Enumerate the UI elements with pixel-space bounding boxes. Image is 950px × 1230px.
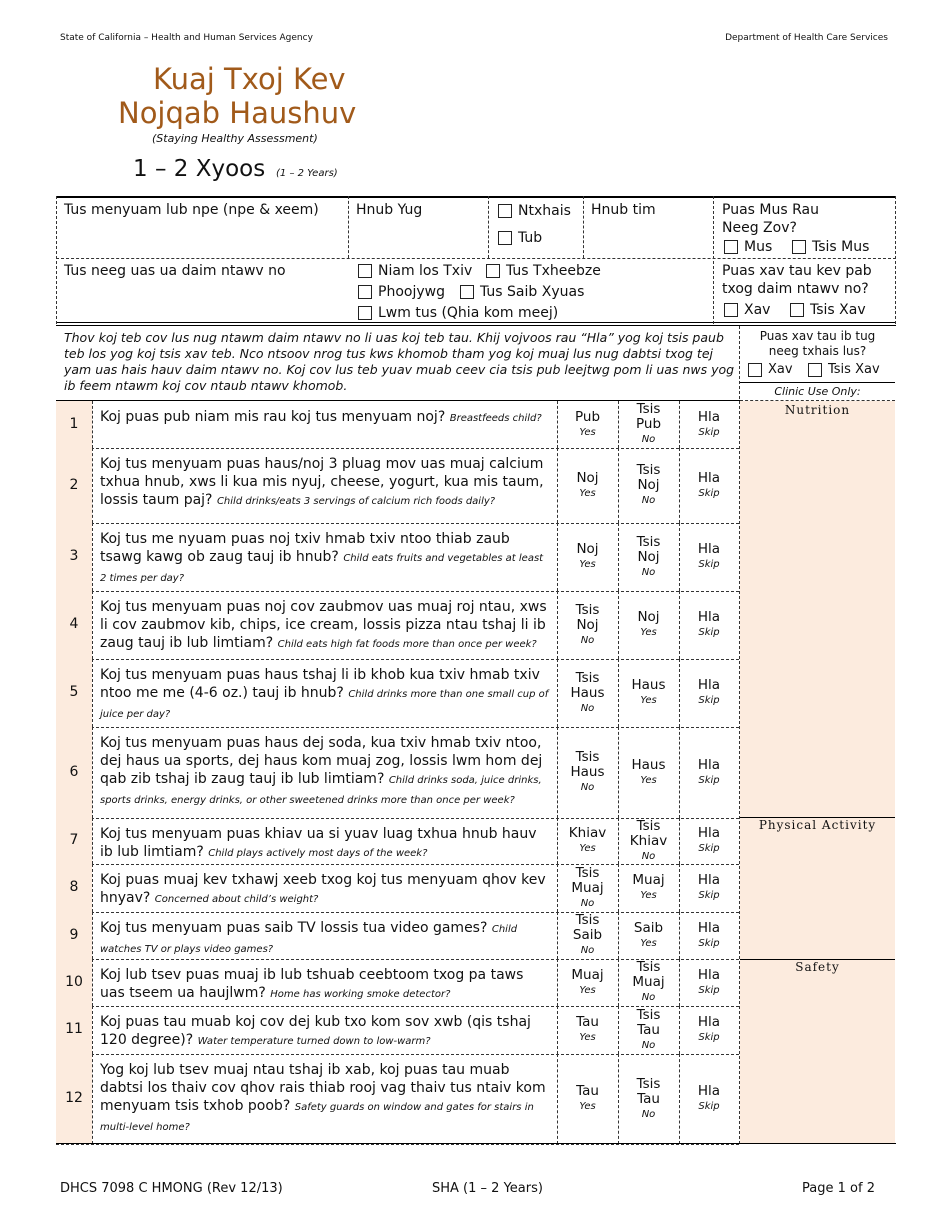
column-divider: [679, 523, 680, 591]
question-text: Koj tus menyuam puas noj cov zaubmov uas muaj roj ntau, xws li cov zaubmov kib, chips, ice cream, lossis pizza ntau tshaj li ib zaug tauj ib lub limtiam?: [100, 599, 547, 651]
answer-label-english: Skip: [698, 774, 720, 786]
clinic-use-column: [740, 401, 895, 1144]
answer-label-english: No: [641, 992, 656, 1003]
answer-label: Hla: [697, 872, 721, 888]
column-divider: [557, 1054, 558, 1144]
question-text-cell: [100, 666, 551, 724]
answer-label: Hla: [697, 1014, 721, 1030]
answer-label: Hla: [697, 1083, 721, 1099]
childcare-no-label: Tsis Mus: [812, 239, 870, 255]
gender-male-label: Tub: [518, 230, 543, 246]
answer-option-1[interactable]: [557, 448, 618, 523]
info-right-border: [895, 196, 896, 324]
answer-label-english: Yes: [640, 695, 657, 706]
answer-label: Noj: [576, 541, 599, 557]
instructions-text: Thov koj teb cov lus nug ntawm daim ntawv no li uas koj teb tau. Khij vojvoos rau “Hla” yog koj tsis paub teb los yog koj tsis xav teb. Nco ntsoov nrog tus kws khomob tham yog koj muaj lus nug dabtsi txog tej yam uas hais hauv daim ntawv no. Koj cov lus teb yuav muab ceev cia tsis pub leejtwg pom li uas nws yog ib feem ntawm koj cov ntaub ntawv khomob.: [64, 330, 735, 393]
answer-label: Hla: [697, 541, 721, 557]
answer-option-1[interactable]: [557, 912, 618, 959]
answer-label: Hla: [697, 408, 721, 425]
answer-label-english: Skip: [698, 627, 720, 638]
column-divider: [618, 1006, 619, 1054]
answer-label: Hla: [697, 677, 721, 693]
answer-option-2[interactable]: [618, 864, 679, 912]
answer-option-3[interactable]: [679, 727, 739, 818]
clinic-physical-label: Physical Activity: [758, 818, 877, 832]
help-yes-checkbox[interactable]: [724, 303, 738, 317]
column-divider: [618, 727, 619, 818]
answer-label: Haus: [631, 756, 666, 773]
col-divider-4: [713, 196, 714, 324]
answer-label: Noj: [576, 469, 599, 486]
question-text-english: Concerned about child’s weight?: [154, 894, 319, 905]
footer-center: SHA (1 – 2 Years): [432, 1181, 543, 1196]
question-table-top-border: [56, 400, 740, 401]
column-divider: [92, 727, 93, 818]
question-number: 5: [69, 684, 79, 700]
answer-option-3[interactable]: [679, 864, 739, 912]
question-text: Yog koj lub tsev muaj ntau tshaj ib xab, koj puas tau muab dabtsi los thaiv cov qhov rais thiab rooj vag thaiv tus ntaiv kom menyuam tsis txhob poob?: [100, 1062, 546, 1114]
question-text-cell: [100, 408, 551, 428]
answer-option-2[interactable]: [618, 401, 679, 448]
filler-other-label: Lwm tus (Qhia kom meej): [378, 305, 559, 321]
answer-label: Muaj: [632, 872, 665, 888]
help-no-checkbox[interactable]: [790, 303, 804, 317]
info-bottom-border: [56, 322, 896, 323]
answer-label-english: Skip: [698, 1101, 720, 1112]
column-divider: [92, 591, 93, 659]
answer-label-english: No: [641, 566, 656, 578]
column-divider: [679, 401, 680, 448]
question-text-cell: [100, 966, 551, 1004]
answer-option-3[interactable]: [679, 1006, 739, 1054]
column-divider: [618, 1054, 619, 1144]
question-text-cell: [100, 598, 551, 654]
filler-label: Tus neeg uas ua daim ntawv no: [64, 263, 286, 279]
answer-label-english: Yes: [579, 487, 596, 499]
col-divider-2: [488, 196, 489, 258]
question-number: 1: [69, 416, 79, 432]
answer-label: Tsis Muaj: [632, 959, 665, 990]
info-bottom-border-2: [56, 325, 896, 326]
column-divider: [557, 659, 558, 727]
answer-label: Tsis Tau: [636, 1006, 661, 1038]
answer-label-english: Skip: [698, 426, 720, 438]
help-question-1: Puas xav tau kev pab: [722, 263, 872, 279]
answer-option-1[interactable]: [557, 727, 618, 818]
column-divider: [618, 959, 619, 1006]
title-line-2: Nojqab Haushuv: [118, 96, 357, 130]
answer-label-english: Yes: [579, 843, 596, 854]
help-question-2: txog daim ntawv no?: [722, 281, 869, 297]
answer-label-english: Yes: [579, 559, 596, 570]
answer-label: Hla: [697, 966, 721, 983]
question-text-english: Child eats high fat foods more than once per week?: [277, 639, 537, 650]
gender-female-checkbox[interactable]: [498, 204, 512, 218]
filler-guardian-checkbox[interactable]: [460, 285, 474, 299]
question-text: Koj tus menyuam puas haus/noj 3 pluag mov uas muaj calcium txhua hnub, xws li kua mis nyuj, cheese, yogurt, kua mis taum, lossis taum paj?: [100, 456, 544, 508]
question-text: Koj lub tsev puas muaj ib lub tshuab ceebtoom txog pa taws uas tseem ua haujlwm?: [100, 967, 524, 1001]
column-divider: [557, 818, 558, 864]
interpreter-yes-label: Xav: [768, 362, 793, 377]
answer-label-english: Skip: [698, 695, 720, 706]
answer-option-2[interactable]: [618, 912, 679, 959]
answer-label: Pub: [574, 408, 601, 425]
filler-friend-checkbox[interactable]: [358, 285, 372, 299]
question-text-english: Child eats fruits and vegetables at least 2 times per day?: [100, 553, 544, 584]
column-divider: [557, 401, 558, 448]
answer-option-3[interactable]: [679, 818, 739, 864]
answer-label: Hla: [697, 756, 721, 773]
question-number: 12: [65, 1090, 83, 1106]
answer-option-1[interactable]: [557, 959, 618, 1006]
info-left-border: [56, 196, 57, 324]
column-divider: [92, 864, 93, 912]
answer-option-2[interactable]: [618, 818, 679, 864]
question-text-english: Water temperature turned down to low-warm?: [197, 1036, 431, 1047]
answer-label: Muaj: [571, 966, 604, 983]
question-text-cell: [100, 871, 551, 909]
dob-field[interactable]: [356, 220, 484, 250]
child-name-field[interactable]: [64, 220, 344, 250]
column-divider: [618, 523, 619, 591]
column-divider: [679, 1006, 680, 1054]
question-number: 9: [69, 927, 79, 943]
footer-form-id: DHCS 7098 C HMONG (Rev 12/13): [60, 1181, 283, 1196]
question-number: 10: [65, 974, 83, 990]
answer-option-2[interactable]: [618, 959, 679, 1006]
question-text-cell: [100, 455, 551, 511]
column-divider: [679, 1054, 680, 1144]
column-divider: [679, 864, 680, 912]
question-text-english: Breastfeeds child?: [449, 413, 542, 424]
answer-label-english: Yes: [579, 1032, 596, 1043]
column-divider: [618, 818, 619, 864]
filler-parent-checkbox[interactable]: [358, 264, 372, 278]
answer-label: Tsis Saib: [572, 912, 603, 943]
department-label: Department of Health Care Services: [725, 33, 888, 43]
question-text-cell: [100, 734, 551, 810]
question-text-english: Child drinks more than one small cup of juice per day?: [100, 689, 549, 720]
column-divider: [92, 818, 93, 864]
answer-label: Saib: [633, 919, 664, 936]
column-divider: [92, 1054, 93, 1144]
answer-label: Tsis Noj: [636, 462, 661, 493]
answer-label-english: Yes: [579, 984, 596, 996]
clinic-safety-label: Safety: [795, 960, 840, 974]
column-divider: [679, 727, 680, 818]
question-text-cell: [100, 1061, 551, 1137]
answer-label: Tsis Tau: [636, 1075, 661, 1107]
answer-label: Tsis Noj: [636, 533, 661, 565]
answer-label-english: No: [641, 850, 656, 862]
column-divider: [679, 818, 680, 864]
answer-label-english: No: [641, 495, 656, 506]
answer-option-2[interactable]: [618, 591, 679, 659]
answer-label-english: Skip: [698, 559, 720, 570]
answer-option-3[interactable]: [679, 401, 739, 448]
interpreter-question-1: Puas xav tau ib tug: [759, 329, 876, 343]
answer-option-1[interactable]: [557, 1054, 618, 1144]
answer-option-1[interactable]: [557, 523, 618, 591]
question-number: 7: [69, 832, 79, 848]
answer-option-2[interactable]: [618, 1006, 679, 1054]
answer-label: Tau: [576, 1083, 599, 1099]
answer-label-english: Skip: [698, 487, 720, 499]
answer-label-english: No: [580, 782, 595, 793]
answer-label-english: Skip: [698, 890, 720, 901]
gender-female-label: Ntxhais: [518, 203, 571, 219]
filler-relative-checkbox[interactable]: [486, 264, 500, 278]
answer-label: Tsis Haus: [570, 749, 605, 780]
question-text-cell: [100, 1013, 551, 1051]
column-divider: [618, 448, 619, 523]
answer-label: Tsis Haus: [570, 669, 605, 701]
question-text-english: Home has working smoke detector?: [270, 989, 451, 1000]
answer-option-2[interactable]: [618, 1054, 679, 1144]
answer-label-english: Yes: [579, 426, 596, 438]
filler-parent-label: Niam los Txiv: [378, 263, 473, 279]
answer-label: Hla: [697, 825, 721, 841]
answer-label-english: No: [641, 1108, 656, 1120]
answer-label-english: No: [641, 434, 656, 445]
answer-option-2[interactable]: [618, 727, 679, 818]
gender-male-checkbox[interactable]: [498, 231, 512, 245]
answer-label: Tsis Khiav: [629, 817, 668, 849]
childcare-question-2: Neeg Zov?: [722, 220, 797, 236]
column-divider: [557, 523, 558, 591]
row-divider: [56, 258, 896, 259]
age-label: 1 – 2 Xyoos: [133, 156, 266, 182]
question-text: Koj tus menyuam puas haus dej soda, kua txiv hmab txiv ntoo, dej haus ua sports, dej haus kom muaj zog, lossis lwm hom dej qab zib tshaj ib zaug tauj ib lub limtiam?: [100, 735, 543, 787]
answer-label-english: Yes: [640, 774, 657, 786]
answer-label-english: No: [580, 702, 595, 714]
answer-label-english: Skip: [698, 984, 720, 996]
column-divider: [679, 959, 680, 1006]
answer-option-1[interactable]: [557, 591, 618, 659]
answer-label-english: No: [641, 1039, 656, 1051]
answer-label: Tau: [576, 1014, 599, 1030]
interpreter-yes-checkbox[interactable]: [748, 363, 762, 377]
today-label: Hnub tim: [591, 202, 656, 218]
filler-relative-label: Tus Txheebze: [506, 263, 601, 279]
answer-option-3[interactable]: [679, 659, 739, 727]
question-text-english: Child watches TV or plays video games?: [100, 924, 518, 955]
column-divider: [557, 912, 558, 959]
question-text-cell: [100, 919, 551, 959]
answer-label-english: Yes: [640, 937, 657, 949]
answer-label-english: Yes: [579, 1101, 596, 1112]
question-number: 3: [69, 548, 79, 564]
answer-label-english: No: [580, 897, 595, 909]
column-divider: [92, 448, 93, 523]
footer-page: Page 1 of 2: [802, 1181, 875, 1196]
question-text-english: Child drinks/eats 3 servings of calcium rich foods daily?: [216, 496, 496, 507]
column-divider: [557, 727, 558, 818]
answer-option-3[interactable]: [679, 523, 739, 591]
dob-label: Hnub Yug: [356, 202, 423, 218]
clinic-use-label: Clinic Use Only:: [774, 385, 861, 398]
question-text-english: Child drinks soda, juice drinks, sports drinks, energy drinks, or other sweetened drinks more than once per week?: [100, 775, 542, 806]
interpreter-question-2: neeg txhais lus?: [768, 344, 867, 358]
column-divider: [679, 912, 680, 959]
question-text-cell: [100, 825, 551, 863]
question-text: Koj tus menyuam puas haus tshaj li ib khob kua txiv hmab txiv ntoo me me (4-6 oz.) tauj ib hnub?: [100, 667, 540, 701]
answer-label-english: No: [580, 634, 595, 646]
question-text-cell: [100, 530, 551, 588]
answer-option-1[interactable]: [557, 401, 618, 448]
filler-other-checkbox[interactable]: [358, 306, 372, 320]
column-divider: [92, 659, 93, 727]
answer-option-1[interactable]: [557, 818, 618, 864]
column-divider: [618, 591, 619, 659]
answer-label: Tsis Pub: [635, 401, 662, 432]
answer-option-1[interactable]: [557, 1006, 618, 1054]
question-text-english: Child plays actively most days of the week?: [208, 848, 428, 859]
answer-label: Haus: [631, 677, 666, 693]
col-divider-3: [583, 196, 584, 258]
answer-label-english: Skip: [698, 937, 720, 949]
answer-option-1[interactable]: [557, 864, 618, 912]
clinic-nutrition-label: Nutrition: [784, 403, 851, 417]
childcare-question-1: Puas Mus Rau: [722, 202, 819, 218]
answer-option-3[interactable]: [679, 912, 739, 959]
question-text: Koj tus menyuam puas khiav ua si yuav luag txhua hnub hauv ib lub limtiam?: [100, 826, 537, 860]
childcare-no-checkbox[interactable]: [792, 240, 806, 254]
question-number: 6: [69, 764, 79, 780]
column-divider: [92, 912, 93, 959]
column-divider: [92, 523, 93, 591]
title-subtitle: (Staying Healthy Assessment): [152, 132, 318, 145]
child-name-label: Tus menyuam lub npe (npe & xeem): [64, 202, 319, 218]
question-text: Koj puas muaj kev txhawj xeeb txog koj tus menyuam qhov kev hnyav?: [100, 872, 546, 906]
childcare-yes-label: Mus: [744, 239, 773, 255]
column-divider: [92, 401, 93, 448]
column-divider: [679, 591, 680, 659]
answer-label: Hla: [697, 609, 721, 625]
column-divider: [618, 912, 619, 959]
answer-label-english: Skip: [698, 843, 720, 854]
column-divider: [557, 448, 558, 523]
question-text: Koj puas tau muab koj cov dej kub txo kom sov xwb (qis tshaj 120 degree)?: [100, 1014, 531, 1048]
answer-label: Khiav: [568, 825, 607, 841]
interpreter-no-label: Tsis Xav: [828, 362, 880, 377]
question-number: 4: [69, 616, 79, 632]
age-sub-label: (1 – 2 Years): [276, 168, 338, 179]
childcare-yes-checkbox[interactable]: [724, 240, 738, 254]
answer-label: Tsis Noj: [575, 601, 600, 633]
answer-label-english: Yes: [640, 627, 657, 638]
filler-friend-label: Phoojywg: [378, 284, 445, 300]
column-divider: [557, 591, 558, 659]
answer-option-3[interactable]: [679, 448, 739, 523]
question-text: Koj tus me nyuam puas noj txiv hmab txiv ntoo thiab zaub tsawg kawg ob zaug tauj ib hnub?: [100, 531, 510, 565]
column-divider: [618, 659, 619, 727]
question-text: Koj puas pub niam mis rau koj tus menyuam noj?: [100, 409, 446, 425]
answer-option-3[interactable]: [679, 1054, 739, 1144]
interpreter-box-divider: [740, 382, 895, 383]
question-number: 2: [69, 477, 79, 493]
column-divider: [92, 959, 93, 1006]
column-divider: [618, 401, 619, 448]
agency-label: State of California – Health and Human Services Agency: [60, 33, 313, 43]
question-number: 11: [65, 1021, 83, 1037]
row-divider: [56, 1144, 739, 1145]
answer-option-2[interactable]: [618, 523, 679, 591]
help-yes-label: Xav: [744, 302, 771, 318]
answer-label-english: Skip: [698, 1032, 720, 1043]
answer-option-3[interactable]: [679, 591, 739, 659]
title-line-1: Kuaj Txoj Kev: [153, 62, 346, 96]
filler-guardian-label: Tus Saib Xyuas: [480, 284, 585, 300]
today-field[interactable]: [591, 220, 709, 250]
column-divider: [557, 1006, 558, 1054]
answer-option-2[interactable]: [618, 659, 679, 727]
answer-option-1[interactable]: [557, 659, 618, 727]
top-border: [56, 196, 896, 198]
column-divider: [92, 1006, 93, 1054]
question-table-bottom-border: [56, 1143, 896, 1144]
answer-option-3[interactable]: [679, 959, 739, 1006]
column-divider: [557, 864, 558, 912]
answer-label: Hla: [697, 919, 721, 936]
answer-label: Hla: [697, 469, 721, 486]
column-divider: [679, 448, 680, 523]
column-divider: [618, 864, 619, 912]
column-divider: [679, 659, 680, 727]
answer-label: Tsis Muaj: [571, 864, 604, 896]
answer-label-english: No: [580, 945, 595, 956]
question-number: 8: [69, 879, 79, 895]
question-text-english: Safety guards on window and gates for stairs in multi-level home?: [100, 1102, 534, 1133]
answer-label-english: Yes: [640, 890, 657, 901]
help-no-label: Tsis Xav: [810, 302, 866, 318]
col-divider-1: [348, 196, 349, 258]
interpreter-no-checkbox[interactable]: [808, 363, 822, 377]
answer-label: Noj: [637, 609, 660, 625]
column-divider: [557, 959, 558, 1006]
answer-option-2[interactable]: [618, 448, 679, 523]
question-text: Koj tus menyuam puas saib TV lossis tua video games?: [100, 920, 488, 936]
